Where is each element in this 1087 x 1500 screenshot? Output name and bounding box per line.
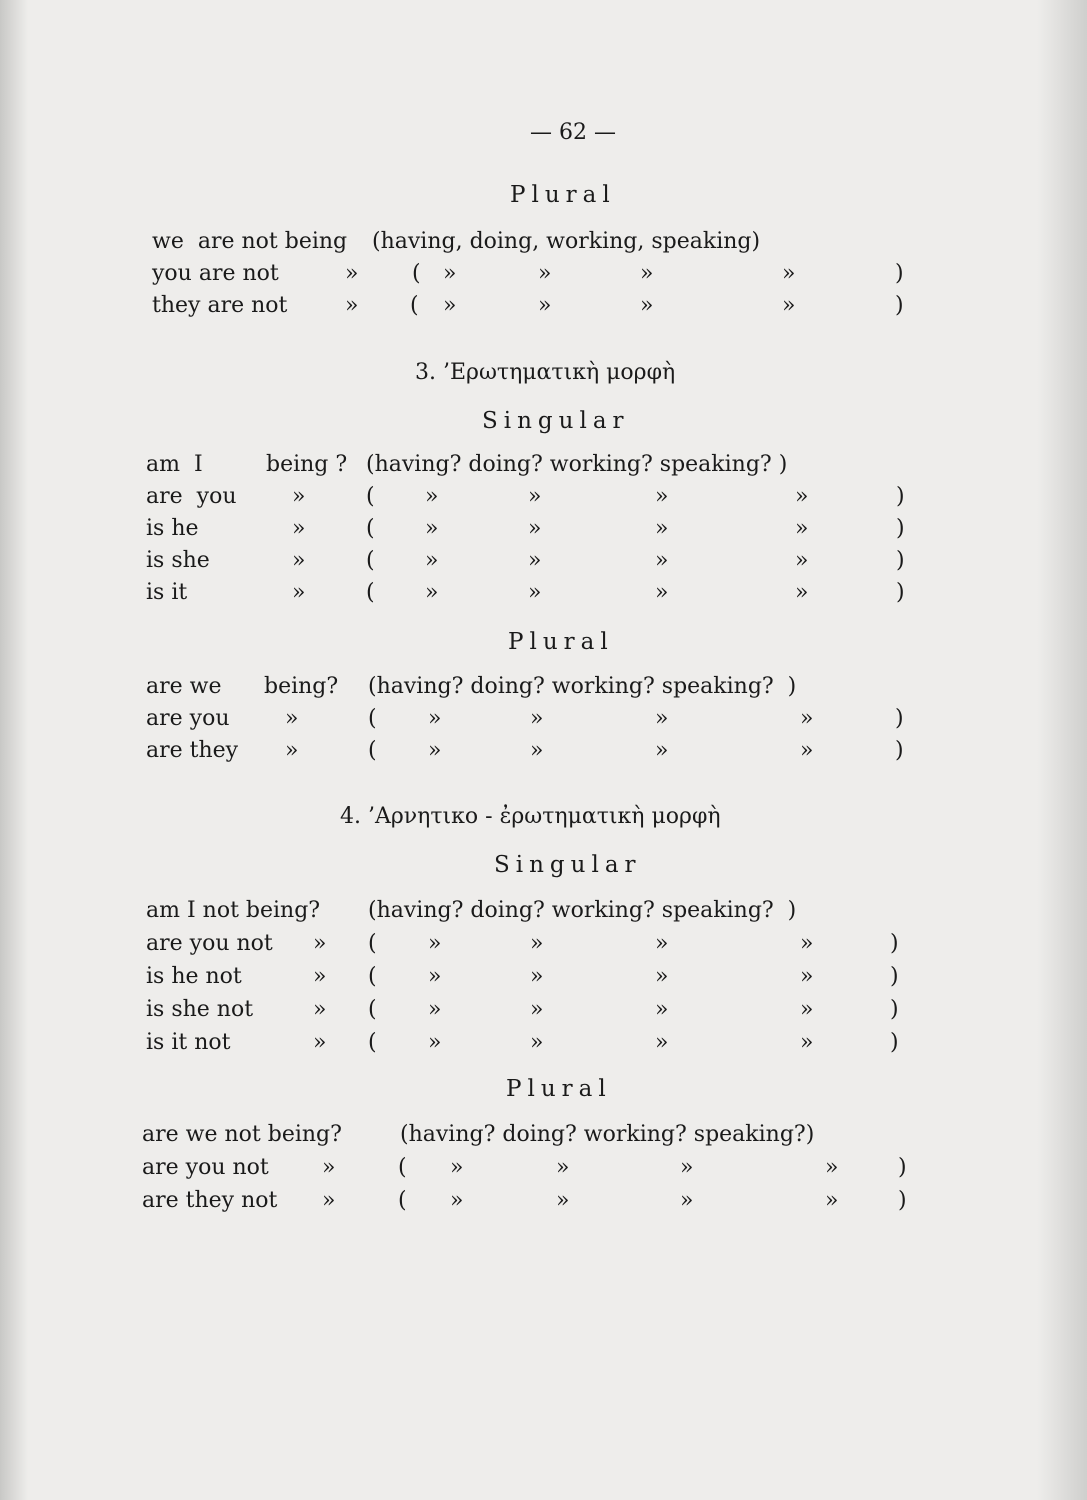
- mark: »: [530, 997, 544, 1022]
- block1-row-2-subject: they are not: [152, 293, 288, 318]
- mark: »: [640, 293, 654, 318]
- mark: »: [428, 931, 442, 956]
- page-edge-shadow-left: [0, 0, 28, 1500]
- block1-row-1-ditto: »: [345, 261, 359, 286]
- s3-sing-row-3-subject: is she: [146, 548, 210, 573]
- mark: »: [800, 738, 814, 763]
- mark: »: [655, 931, 669, 956]
- mark: »: [655, 548, 669, 573]
- mark: »: [538, 293, 552, 318]
- s3-sing-row-2-subject: is he: [146, 516, 199, 541]
- block1-row-1-subject: you are not: [152, 261, 279, 286]
- s4-sing-row-2-ditto: »: [313, 964, 327, 989]
- mark: (: [368, 738, 377, 763]
- mark: ): [898, 1188, 907, 1213]
- s3-sing-row-0-subject: am I: [146, 452, 203, 477]
- mark: »: [640, 261, 654, 286]
- s3-sing-row-1-subject: are you: [146, 484, 237, 509]
- mark: »: [795, 516, 809, 541]
- mark: »: [425, 580, 439, 605]
- block1-row-2-ditto: »: [345, 293, 359, 318]
- section3-plural-heading: Plural: [508, 629, 614, 655]
- mark: (: [368, 931, 377, 956]
- mark: »: [425, 484, 439, 509]
- mark: ): [895, 706, 904, 731]
- mark: »: [428, 1030, 442, 1055]
- s3-plur-row-0-verb: being?: [264, 674, 339, 699]
- mark: »: [782, 293, 796, 318]
- mark: »: [825, 1155, 839, 1180]
- s3-plur-row-1-ditto: »: [285, 706, 299, 731]
- mark: »: [655, 964, 669, 989]
- s3-sing-row-0-verb: being ?: [266, 452, 348, 477]
- mark: »: [655, 706, 669, 731]
- s4-plur-row-1-ditto: »: [322, 1155, 336, 1180]
- mark: »: [800, 964, 814, 989]
- s3-plur-row-2-subject: are they: [146, 738, 239, 763]
- s4-sing-row-2-subject: is he not: [146, 964, 242, 989]
- mark: »: [800, 931, 814, 956]
- s4-plur-row-1-subject: are you not: [142, 1155, 269, 1180]
- mark: »: [795, 548, 809, 573]
- mark: ): [898, 1155, 907, 1180]
- s4-plur-row-0-verbs: (having? doing? working? speaking?): [400, 1122, 815, 1147]
- s3-sing-row-1-ditto: »: [292, 484, 306, 509]
- s3-sing-row-4-ditto: »: [292, 580, 306, 605]
- mark: »: [556, 1155, 570, 1180]
- mark: (: [398, 1188, 407, 1213]
- s3-plur-row-0-verbs: (having? doing? working? speaking? ): [368, 674, 797, 699]
- mark: ): [890, 931, 899, 956]
- s3-plur-row-1-subject: are you: [146, 706, 230, 731]
- mark: »: [655, 516, 669, 541]
- s3-sing-row-4-subject: is it: [146, 580, 188, 605]
- mark: »: [795, 484, 809, 509]
- page-edge-shadow-right: [1037, 0, 1087, 1500]
- mark: (: [368, 997, 377, 1022]
- mark: »: [428, 964, 442, 989]
- block1-row-0-subject: we are not being: [152, 229, 348, 254]
- mark: »: [530, 1030, 544, 1055]
- mark: (: [366, 580, 375, 605]
- s4-sing-row-4-subject: is it not: [146, 1030, 231, 1055]
- mark: (: [366, 548, 375, 573]
- mark: ): [890, 1030, 899, 1055]
- mark: »: [428, 738, 442, 763]
- mark: »: [655, 484, 669, 509]
- s3-sing-row-0-verbs: (having? doing? working? speaking? ): [366, 452, 788, 477]
- mark: ): [890, 997, 899, 1022]
- mark: »: [680, 1155, 694, 1180]
- mark: ): [896, 548, 905, 573]
- mark: ): [895, 738, 904, 763]
- mark: (: [368, 1030, 377, 1055]
- mark: »: [443, 261, 457, 286]
- mark: »: [425, 548, 439, 573]
- mark: »: [655, 580, 669, 605]
- section3-title: 3. ’Ερωτηματικὴ μορφὴ: [415, 360, 676, 385]
- mark: (: [398, 1155, 407, 1180]
- mark: ): [896, 580, 905, 605]
- mark: »: [428, 706, 442, 731]
- mark: ): [896, 516, 905, 541]
- mark: »: [825, 1188, 839, 1213]
- section4-singular-heading: Singular: [494, 852, 642, 878]
- mark: »: [680, 1188, 694, 1213]
- mark: »: [795, 580, 809, 605]
- mark: (: [368, 964, 377, 989]
- s4-sing-row-0-verbs: (having? doing? working? speaking? ): [368, 898, 797, 923]
- plural-heading-1: Plural: [510, 182, 616, 208]
- mark: ): [895, 293, 904, 318]
- mark: »: [530, 738, 544, 763]
- s3-sing-row-2-ditto: »: [292, 516, 306, 541]
- page-number: — 62 —: [530, 120, 616, 145]
- mark: »: [428, 997, 442, 1022]
- mark: »: [528, 516, 542, 541]
- s4-plur-row-0-subject: are we not being?: [142, 1122, 342, 1147]
- s4-sing-row-3-subject: is she not: [146, 997, 254, 1022]
- s4-sing-row-0-subject: am I not being?: [146, 898, 321, 923]
- mark: (: [412, 261, 421, 286]
- s3-plur-row-0-subject: are we: [146, 674, 222, 699]
- mark: »: [530, 706, 544, 731]
- mark: »: [530, 931, 544, 956]
- mark: ): [895, 261, 904, 286]
- mark: ): [896, 484, 905, 509]
- mark: »: [782, 261, 796, 286]
- mark: »: [530, 964, 544, 989]
- s4-plur-row-2-subject: are they not: [142, 1188, 278, 1213]
- mark: »: [800, 1030, 814, 1055]
- s3-sing-row-3-ditto: »: [292, 548, 306, 573]
- mark: »: [528, 548, 542, 573]
- mark: »: [450, 1188, 464, 1213]
- mark: »: [655, 997, 669, 1022]
- section4-plural-heading: Plural: [506, 1076, 612, 1102]
- s3-plur-row-2-ditto: »: [285, 738, 299, 763]
- mark: »: [425, 516, 439, 541]
- s4-plur-row-2-ditto: »: [322, 1188, 336, 1213]
- mark: »: [450, 1155, 464, 1180]
- mark: »: [655, 1030, 669, 1055]
- mark: »: [800, 997, 814, 1022]
- section4-title: 4. ’Αρνητικο - ἐρωτηματικὴ μορφὴ: [340, 804, 721, 829]
- section3-singular-heading: Singular: [482, 408, 630, 434]
- mark: »: [528, 580, 542, 605]
- mark: (: [368, 706, 377, 731]
- mark: (: [366, 484, 375, 509]
- s4-sing-row-3-ditto: »: [313, 997, 327, 1022]
- mark: (: [410, 293, 419, 318]
- mark: »: [556, 1188, 570, 1213]
- mark: »: [528, 484, 542, 509]
- s4-sing-row-1-ditto: »: [313, 931, 327, 956]
- mark: (: [366, 516, 375, 541]
- s4-sing-row-1-subject: are you not: [146, 931, 273, 956]
- mark: »: [655, 738, 669, 763]
- block1-row-0-verbs: (having, doing, working, speaking): [372, 229, 761, 254]
- mark: »: [800, 706, 814, 731]
- mark: »: [443, 293, 457, 318]
- s4-sing-row-4-ditto: »: [313, 1030, 327, 1055]
- mark: »: [538, 261, 552, 286]
- mark: ): [890, 964, 899, 989]
